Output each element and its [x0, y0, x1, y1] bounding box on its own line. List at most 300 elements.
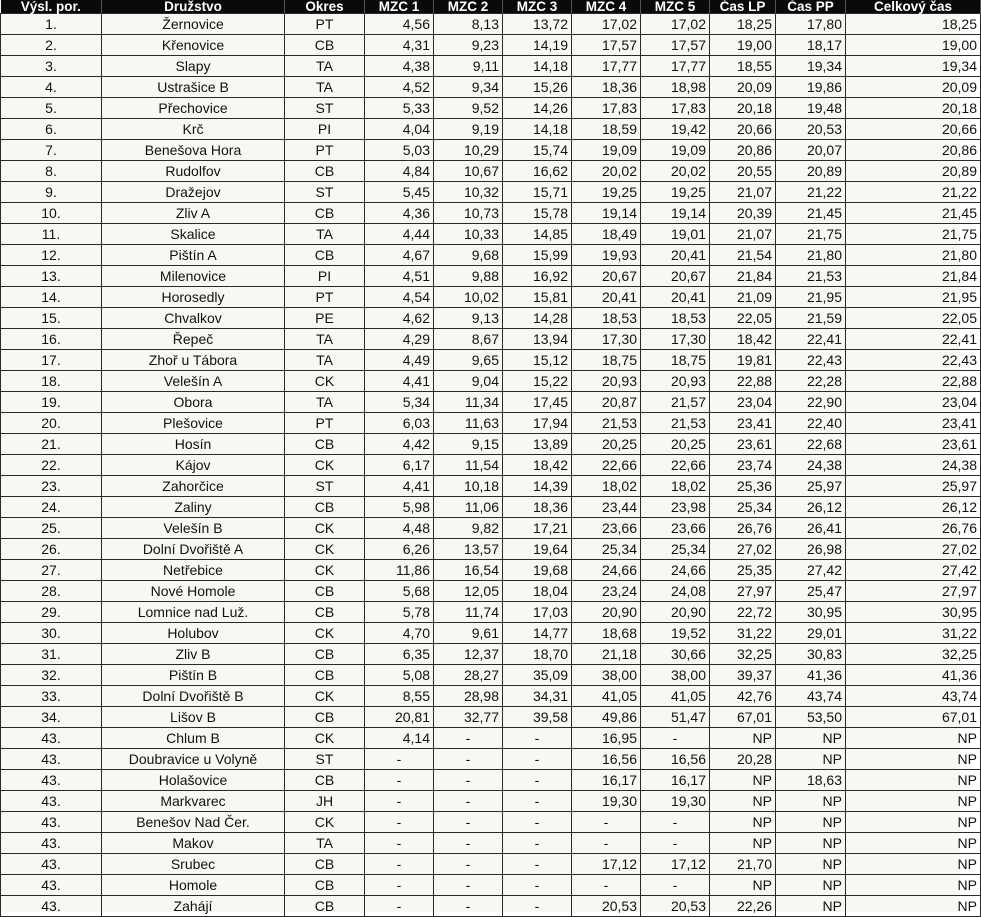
table-row [1, 497, 981, 518]
cell-mzc1: - [365, 791, 434, 812]
cell-mzc1: 5,98 [365, 497, 434, 518]
cell-district: ST [285, 749, 365, 770]
cell-mzc2: 11,06 [434, 497, 503, 518]
cell-mzc1: 4,70 [365, 623, 434, 644]
cell-mzc2: 28,98 [434, 686, 503, 707]
cell-total-time: NP [846, 770, 981, 791]
cell-time-lp: 23,74 [710, 455, 776, 476]
cell-mzc4: 17,83 [572, 98, 641, 119]
cell-mzc1: - [365, 896, 434, 917]
cell-total-time: 26,12 [846, 497, 981, 518]
cell-mzc4: 19,14 [572, 203, 641, 224]
cell-mzc2: 10,32 [434, 182, 503, 203]
cell-mzc5: 17,57 [641, 35, 710, 56]
cell-mzc1: 6,35 [365, 644, 434, 665]
cell-district: PT [285, 14, 365, 35]
cell-team: Dolní Dvořiště B [102, 686, 285, 707]
cell-mzc4: 20,53 [572, 896, 641, 917]
table-row [1, 203, 981, 224]
table-row [1, 161, 981, 182]
cell-team: Homole [102, 875, 285, 896]
cell-district: CB [285, 497, 365, 518]
cell-time-lp: 67,01 [710, 707, 776, 728]
cell-mzc3: 14,18 [503, 56, 572, 77]
cell-mzc5: 17,77 [641, 56, 710, 77]
cell-time-lp: 20,55 [710, 161, 776, 182]
cell-team: Hosín [102, 434, 285, 455]
cell-district: CK [285, 728, 365, 749]
header-mzc5: MZC 5 [641, 0, 710, 14]
cell-time-lp: 20,28 [710, 749, 776, 770]
cell-mzc4: 16,56 [572, 749, 641, 770]
cell-total-time: 20,89 [846, 161, 981, 182]
cell-mzc5: 20,25 [641, 434, 710, 455]
cell-team: Lomnice nad Luž. [102, 602, 285, 623]
cell-mzc1: 4,67 [365, 245, 434, 266]
cell-rank: 43. [1, 770, 102, 791]
cell-time-pp: 22,40 [776, 413, 846, 434]
cell-mzc1: 6,03 [365, 413, 434, 434]
cell-mzc2: 9,19 [434, 119, 503, 140]
cell-team: Zliv A [102, 203, 285, 224]
cell-mzc5: 20,90 [641, 602, 710, 623]
cell-mzc5: 20,41 [641, 287, 710, 308]
header-district: Okres [285, 0, 365, 14]
cell-rank: 43. [1, 875, 102, 896]
cell-district: CK [285, 686, 365, 707]
cell-time-lp: 22,72 [710, 602, 776, 623]
table-row [1, 434, 981, 455]
cell-mzc5: 19,25 [641, 182, 710, 203]
cell-team: Skalice [102, 224, 285, 245]
cell-team: Milenovice [102, 266, 285, 287]
cell-mzc4: - [572, 812, 641, 833]
cell-time-lp: 20,39 [710, 203, 776, 224]
cell-total-time: 20,66 [846, 119, 981, 140]
cell-mzc5: 19,01 [641, 224, 710, 245]
table-row [1, 56, 981, 77]
cell-mzc1: 5,08 [365, 665, 434, 686]
cell-time-pp: 17,80 [776, 14, 846, 35]
cell-mzc2: - [434, 749, 503, 770]
cell-district: CK [285, 518, 365, 539]
cell-time-pp: NP [776, 791, 846, 812]
cell-time-lp: 19,00 [710, 35, 776, 56]
cell-mzc5: 18,02 [641, 476, 710, 497]
table-row [1, 98, 981, 119]
table-row [1, 350, 981, 371]
table-row [1, 308, 981, 329]
cell-district: ST [285, 476, 365, 497]
cell-district: CK [285, 455, 365, 476]
cell-rank: 9. [1, 182, 102, 203]
cell-mzc3: 15,99 [503, 245, 572, 266]
table-row [1, 455, 981, 476]
cell-time-lp: 21,84 [710, 266, 776, 287]
cell-total-time: NP [846, 833, 981, 854]
cell-time-pp: NP [776, 812, 846, 833]
cell-mzc5: 16,17 [641, 770, 710, 791]
cell-time-lp: NP [710, 728, 776, 749]
cell-total-time: 30,95 [846, 602, 981, 623]
cell-time-pp: NP [776, 728, 846, 749]
cell-mzc4: 24,66 [572, 560, 641, 581]
cell-total-time: 22,41 [846, 329, 981, 350]
cell-total-time: 21,95 [846, 287, 981, 308]
cell-district: CK [285, 812, 365, 833]
cell-mzc3: - [503, 728, 572, 749]
cell-total-time: 22,05 [846, 308, 981, 329]
cell-mzc5: 24,08 [641, 581, 710, 602]
cell-time-lp: 18,55 [710, 56, 776, 77]
cell-mzc2: 9,13 [434, 308, 503, 329]
cell-rank: 29. [1, 602, 102, 623]
cell-total-time: 23,41 [846, 413, 981, 434]
cell-rank: 18. [1, 371, 102, 392]
cell-mzc2: 9,23 [434, 35, 503, 56]
cell-mzc1: 4,41 [365, 476, 434, 497]
cell-mzc4: 21,53 [572, 413, 641, 434]
cell-time-lp: 25,34 [710, 497, 776, 518]
cell-mzc5: 23,98 [641, 497, 710, 518]
table-row [1, 77, 981, 98]
cell-mzc2: 11,34 [434, 392, 503, 413]
cell-district: CB [285, 896, 365, 917]
cell-mzc4: 20,41 [572, 287, 641, 308]
cell-total-time: NP [846, 896, 981, 917]
cell-time-pp: 25,97 [776, 476, 846, 497]
cell-mzc4: 19,30 [572, 791, 641, 812]
cell-mzc1: 6,17 [365, 455, 434, 476]
cell-time-lp: 20,66 [710, 119, 776, 140]
cell-mzc2: 10,02 [434, 287, 503, 308]
cell-mzc2: - [434, 833, 503, 854]
cell-team: Chvalkov [102, 308, 285, 329]
cell-rank: 25. [1, 518, 102, 539]
cell-total-time: 31,22 [846, 623, 981, 644]
cell-mzc1: 4,42 [365, 434, 434, 455]
cell-mzc4: 18,68 [572, 623, 641, 644]
cell-total-time: 26,76 [846, 518, 981, 539]
cell-mzc4: - [572, 833, 641, 854]
cell-time-lp: NP [710, 791, 776, 812]
cell-total-time: 25,97 [846, 476, 981, 497]
cell-mzc5: 16,56 [641, 749, 710, 770]
cell-mzc2: 9,52 [434, 98, 503, 119]
cell-mzc4: 21,18 [572, 644, 641, 665]
cell-team: Rudolfov [102, 161, 285, 182]
cell-mzc4: 25,34 [572, 539, 641, 560]
cell-time-lp: 22,88 [710, 371, 776, 392]
table-row [1, 245, 981, 266]
cell-time-lp: NP [710, 770, 776, 791]
cell-mzc3: 14,18 [503, 119, 572, 140]
cell-rank: 6. [1, 119, 102, 140]
cell-mzc1: 4,49 [365, 350, 434, 371]
cell-team: Krč [102, 119, 285, 140]
cell-district: JH [285, 791, 365, 812]
cell-mzc3: 18,36 [503, 497, 572, 518]
cell-district: CK [285, 539, 365, 560]
cell-time-pp: 22,43 [776, 350, 846, 371]
cell-district: TA [285, 350, 365, 371]
cell-time-pp: 26,98 [776, 539, 846, 560]
cell-team: Křenovice [102, 35, 285, 56]
cell-rank: 32. [1, 665, 102, 686]
cell-team: Netřebice [102, 560, 285, 581]
table-row [1, 560, 981, 581]
cell-district: CB [285, 602, 365, 623]
cell-mzc1: 4,44 [365, 224, 434, 245]
cell-time-pp: 21,22 [776, 182, 846, 203]
cell-mzc2: - [434, 896, 503, 917]
cell-time-pp: 26,41 [776, 518, 846, 539]
table-header-row [1, 0, 981, 14]
cell-district: TA [285, 833, 365, 854]
cell-mzc1: 4,62 [365, 308, 434, 329]
cell-mzc4: 18,53 [572, 308, 641, 329]
cell-mzc3: 15,81 [503, 287, 572, 308]
cell-time-pp: NP [776, 875, 846, 896]
cell-time-lp: 22,05 [710, 308, 776, 329]
table-row [1, 266, 981, 287]
cell-mzc3: 18,42 [503, 455, 572, 476]
cell-mzc1: 4,84 [365, 161, 434, 182]
cell-time-lp: 26,76 [710, 518, 776, 539]
cell-time-pp: 20,89 [776, 161, 846, 182]
cell-mzc3: 15,26 [503, 77, 572, 98]
cell-mzc5: 24,66 [641, 560, 710, 581]
cell-mzc2: 28,27 [434, 665, 503, 686]
cell-time-pp: NP [776, 896, 846, 917]
cell-mzc3: - [503, 875, 572, 896]
cell-mzc3: 15,78 [503, 203, 572, 224]
cell-time-pp: 20,53 [776, 119, 846, 140]
cell-mzc3: 14,85 [503, 224, 572, 245]
cell-time-pp: 22,28 [776, 371, 846, 392]
cell-rank: 14. [1, 287, 102, 308]
table-row [1, 581, 981, 602]
cell-district: CK [285, 623, 365, 644]
cell-district: TA [285, 329, 365, 350]
cell-time-pp: 26,12 [776, 497, 846, 518]
cell-rank: 22. [1, 455, 102, 476]
table-row [1, 413, 981, 434]
cell-mzc4: 22,66 [572, 455, 641, 476]
cell-mzc1: 4,14 [365, 728, 434, 749]
cell-time-lp: 25,35 [710, 560, 776, 581]
cell-total-time: 27,97 [846, 581, 981, 602]
cell-district: CK [285, 371, 365, 392]
cell-mzc4: 20,25 [572, 434, 641, 455]
cell-mzc3: 15,74 [503, 140, 572, 161]
cell-mzc3: 18,70 [503, 644, 572, 665]
cell-mzc1: 4,38 [365, 56, 434, 77]
cell-time-lp: 27,97 [710, 581, 776, 602]
header-team: Družstvo [102, 0, 285, 14]
cell-mzc3: 17,03 [503, 602, 572, 623]
cell-time-pp: 25,47 [776, 581, 846, 602]
cell-mzc2: 16,54 [434, 560, 503, 581]
cell-mzc3: 14,39 [503, 476, 572, 497]
cell-mzc1: - [365, 749, 434, 770]
cell-time-lp: 21,07 [710, 224, 776, 245]
cell-total-time: 20,18 [846, 98, 981, 119]
cell-total-time: 27,42 [846, 560, 981, 581]
cell-mzc3: 18,04 [503, 581, 572, 602]
cell-time-pp: 21,59 [776, 308, 846, 329]
cell-mzc1: 4,04 [365, 119, 434, 140]
cell-time-pp: NP [776, 749, 846, 770]
cell-total-time: NP [846, 875, 981, 896]
cell-mzc5: 51,47 [641, 707, 710, 728]
table-row [1, 896, 981, 917]
cell-time-pp: 21,80 [776, 245, 846, 266]
cell-team: Nové Homole [102, 581, 285, 602]
cell-district: PT [285, 140, 365, 161]
cell-total-time: 19,34 [846, 56, 981, 77]
cell-district: PT [285, 287, 365, 308]
cell-district: CB [285, 161, 365, 182]
cell-time-lp: 21,09 [710, 287, 776, 308]
cell-mzc4: 16,95 [572, 728, 641, 749]
cell-mzc1: 20,81 [365, 707, 434, 728]
cell-team: Řepeč [102, 329, 285, 350]
cell-mzc2: 11,54 [434, 455, 503, 476]
cell-rank: 8. [1, 161, 102, 182]
cell-time-lp: 27,02 [710, 539, 776, 560]
cell-rank: 4. [1, 77, 102, 98]
cell-rank: 28. [1, 581, 102, 602]
cell-team: Plešovice [102, 413, 285, 434]
cell-mzc5: 22,66 [641, 455, 710, 476]
cell-time-lp: NP [710, 875, 776, 896]
cell-time-lp: 19,81 [710, 350, 776, 371]
table-row [1, 707, 981, 728]
cell-total-time: NP [846, 791, 981, 812]
cell-time-pp: 29,01 [776, 623, 846, 644]
cell-district: CB [285, 245, 365, 266]
cell-total-time: NP [846, 728, 981, 749]
cell-mzc2: 32,77 [434, 707, 503, 728]
cell-time-pp: 30,83 [776, 644, 846, 665]
cell-mzc5: 18,53 [641, 308, 710, 329]
cell-district: CB [285, 644, 365, 665]
cell-team: Horosedly [102, 287, 285, 308]
cell-mzc2: 13,57 [434, 539, 503, 560]
cell-total-time: 21,45 [846, 203, 981, 224]
cell-mzc2: - [434, 875, 503, 896]
cell-time-pp: 19,86 [776, 77, 846, 98]
cell-mzc2: - [434, 854, 503, 875]
table-row [1, 35, 981, 56]
cell-rank: 13. [1, 266, 102, 287]
cell-mzc5: 18,98 [641, 77, 710, 98]
cell-mzc4: 23,24 [572, 581, 641, 602]
cell-mzc4: 17,77 [572, 56, 641, 77]
cell-time-pp: 53,50 [776, 707, 846, 728]
cell-mzc2: 8,67 [434, 329, 503, 350]
cell-rank: 10. [1, 203, 102, 224]
cell-mzc4: 19,25 [572, 182, 641, 203]
cell-team: Žernovice [102, 14, 285, 35]
table-row [1, 791, 981, 812]
cell-team: Holašovice [102, 770, 285, 791]
cell-team: Markvarec [102, 791, 285, 812]
cell-team: Zahájí [102, 896, 285, 917]
cell-rank: 17. [1, 350, 102, 371]
cell-mzc5: 17,83 [641, 98, 710, 119]
cell-time-pp: NP [776, 833, 846, 854]
table-row [1, 329, 981, 350]
table-row [1, 686, 981, 707]
cell-mzc5: 17,12 [641, 854, 710, 875]
cell-mzc3: 17,21 [503, 518, 572, 539]
cell-rank: 21. [1, 434, 102, 455]
cell-time-pp: 24,38 [776, 455, 846, 476]
cell-mzc3: 35,09 [503, 665, 572, 686]
cell-total-time: 23,04 [846, 392, 981, 413]
cell-team: Slapy [102, 56, 285, 77]
cell-time-lp: 23,61 [710, 434, 776, 455]
cell-district: TA [285, 56, 365, 77]
table-row [1, 623, 981, 644]
header-time-pp: Čas PP [776, 0, 846, 14]
cell-mzc2: - [434, 812, 503, 833]
cell-mzc3: 15,71 [503, 182, 572, 203]
cell-mzc5: 17,02 [641, 14, 710, 35]
table-row [1, 518, 981, 539]
cell-time-pp: 30,95 [776, 602, 846, 623]
cell-mzc5: 19,09 [641, 140, 710, 161]
cell-rank: 19. [1, 392, 102, 413]
cell-total-time: 18,25 [846, 14, 981, 35]
cell-mzc1: 4,52 [365, 77, 434, 98]
cell-mzc1: 5,45 [365, 182, 434, 203]
cell-time-lp: 39,37 [710, 665, 776, 686]
cell-mzc5: 20,53 [641, 896, 710, 917]
cell-team: Doubravice u Volyně [102, 749, 285, 770]
cell-time-pp: 22,41 [776, 329, 846, 350]
cell-mzc2: - [434, 770, 503, 791]
cell-team: Obora [102, 392, 285, 413]
cell-mzc5: 20,67 [641, 266, 710, 287]
cell-district: CB [285, 203, 365, 224]
cell-mzc2: 12,05 [434, 581, 503, 602]
table-row [1, 182, 981, 203]
cell-team: Zahorčice [102, 476, 285, 497]
cell-rank: 43. [1, 749, 102, 770]
cell-mzc2: - [434, 728, 503, 749]
cell-mzc3: 16,62 [503, 161, 572, 182]
table-row [1, 770, 981, 791]
cell-rank: 43. [1, 728, 102, 749]
cell-mzc5: 19,14 [641, 203, 710, 224]
cell-time-pp: NP [776, 854, 846, 875]
cell-rank: 43. [1, 833, 102, 854]
cell-mzc4: 20,90 [572, 602, 641, 623]
cell-time-pp: 19,48 [776, 98, 846, 119]
cell-mzc3: 14,19 [503, 35, 572, 56]
table-row [1, 875, 981, 896]
cell-team: Holubov [102, 623, 285, 644]
cell-total-time: 20,09 [846, 77, 981, 98]
cell-time-lp: NP [710, 833, 776, 854]
cell-team: Přechovice [102, 98, 285, 119]
cell-mzc4: - [572, 875, 641, 896]
cell-mzc3: - [503, 791, 572, 812]
cell-mzc4: 18,02 [572, 476, 641, 497]
